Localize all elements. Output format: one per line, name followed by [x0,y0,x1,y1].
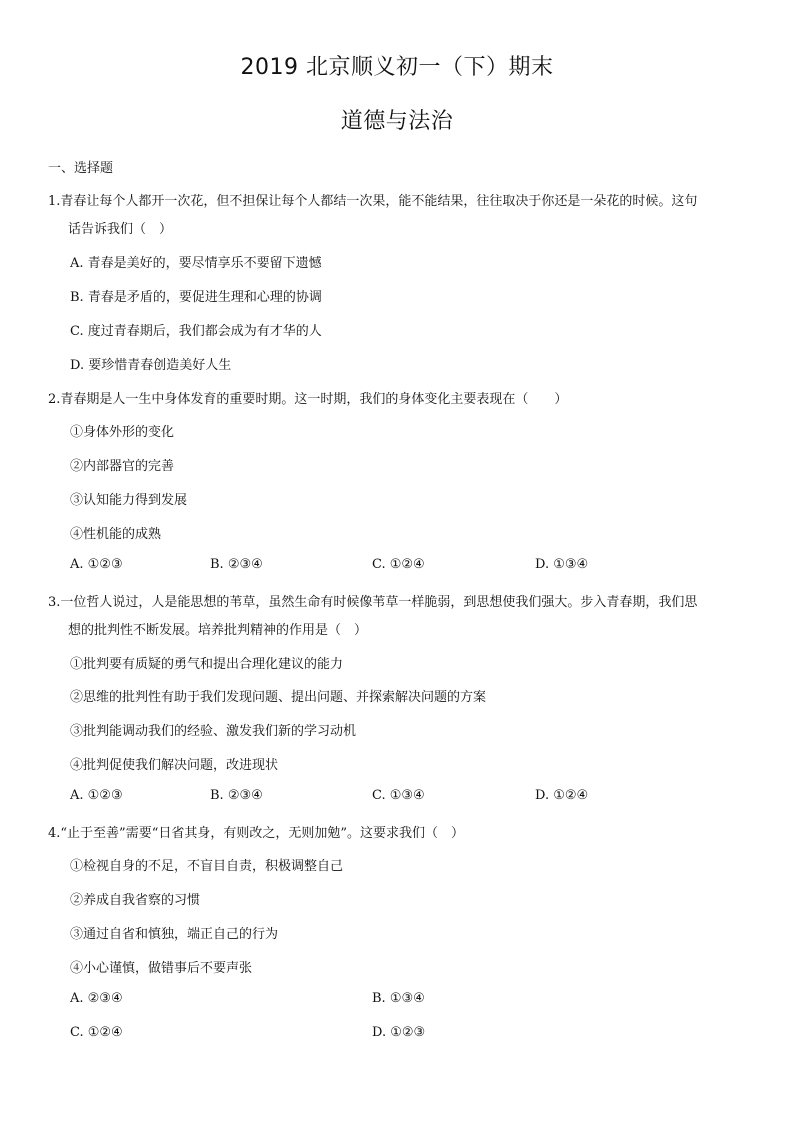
exam-title: 2019 北京顺义初一（下）期末 [240,55,554,80]
question-4-stem: 4.“止于至善”需要“日省其身，有则改之，无则加勉”。这要求我们（ ） [48,826,464,841]
question-4-statement-2: ②养成自我省察的习惯 [70,893,201,908]
question-2-statement-4: ④性机能的成熟 [70,527,162,542]
question-2-stem: 2.青春期是人一生中身体发育的重要时期。这一时期，我们的身体变化主要表现在（ ） [48,392,568,407]
question-3-choice-a: A. ①②③ [70,788,123,803]
question-3-statement-2: ②思维的批判性有助于我们发现问题、提出问题、并探索解决问题的方案 [70,690,487,705]
question-1-stem: 1.青春让每个人都开一次花，但不担保让每个人都结一次果，能不能结果，往往取决于你还是一朵花的时候。这句 [48,194,698,209]
subject-title: 道德与法治 [340,109,454,134]
question-3-choice-b: B. ②③④ [210,788,263,803]
question-2-statement-2: ②内部器官的完善 [70,459,175,474]
question-1-option-a: A. 青春是美好的，要尽情享乐不要留下遗憾 [70,256,322,271]
question-1-stem-cont: 话告诉我们（ ） [68,222,173,237]
question-4-choice-d: D. ①②③ [372,1025,426,1040]
question-3-statement-4: ④批判促使我们解决问题，改进现状 [70,758,279,773]
question-3-stem-cont: 想的批判性不断发展。培养批判精神的作用是（ ） [68,623,368,638]
question-3-stem: 3.一位哲人说过，人是能思想的苇草，虽然生命有时候像苇草一样脆弱，到思想使我们强大。步入青春期，我们思 [48,595,698,610]
question-3-statement-1: ①批判要有质疑的勇气和提出合理化建议的能力 [70,657,344,672]
question-4-choice-b: B. ①③④ [372,991,425,1006]
question-2-choice-d: D. ①③④ [535,557,589,572]
question-3-choice-d: D. ①②④ [535,788,589,803]
question-3-statement-3: ③批判能调动我们的经验、激发我们新的学习动机 [70,724,357,739]
question-2-choice-b: B. ②③④ [210,557,263,572]
question-3-choice-c: C. ①③④ [372,788,425,803]
question-1-option-d: D. 要珍惜青春创造美好人生 [70,358,232,373]
question-2-statement-3: ③认知能力得到发展 [70,493,188,508]
question-2-statement-1: ①身体外形的变化 [70,425,175,440]
question-1-option-c: C. 度过青春期后，我们都会成为有才华的人 [70,324,322,339]
question-2-choice-a: A. ①②③ [70,557,123,572]
question-4-statement-3: ③通过自省和慎独，端正自己的行为 [70,927,279,942]
question-4-statement-4: ④小心谨慎，做错事后不要声张 [70,961,253,976]
question-4-choice-a: A. ②③④ [70,991,123,1006]
question-4-statement-1: ①检视自身的不足，不盲目自责，积极调整自己 [70,859,344,874]
question-2-choice-c: C. ①②④ [372,557,425,572]
question-1-option-b: B. 青春是矛盾的，要促进生理和心理的协调 [70,290,322,305]
section-heading: 一、选择题 [48,161,114,176]
question-4-choice-c: C. ①②④ [70,1025,123,1040]
